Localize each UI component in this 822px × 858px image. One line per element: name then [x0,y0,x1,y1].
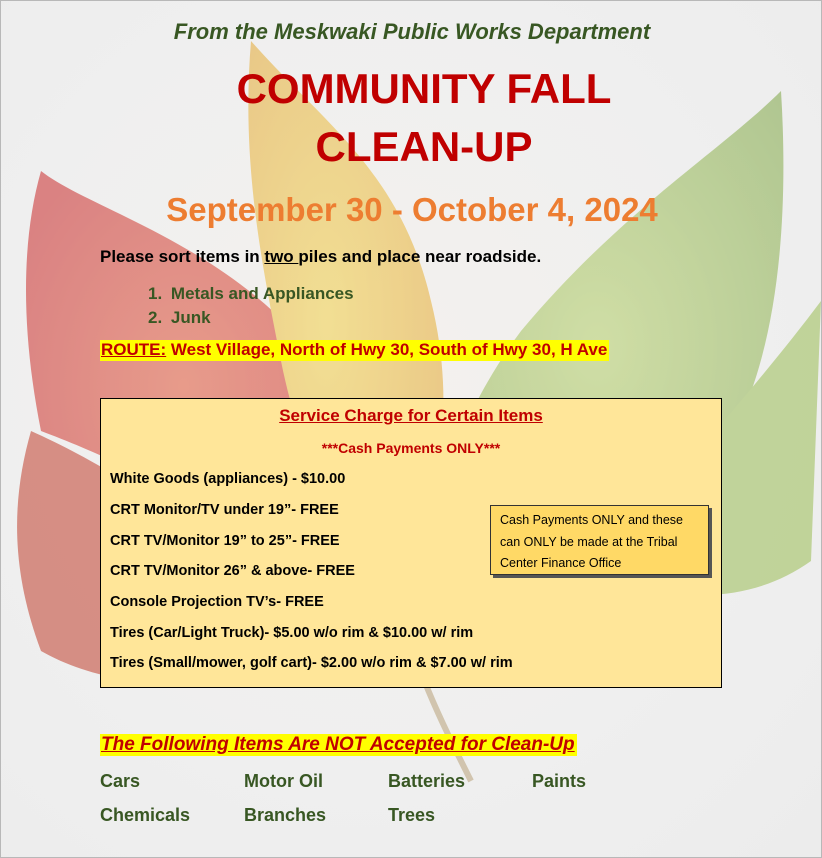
charge-item: Console Projection TV’s- FREE [110,594,324,610]
pile-number: 1. [148,284,163,303]
excluded-item: Trees [388,805,436,825]
note-line: Center Finance Office [500,556,622,570]
excluded-item: Chemicals [100,805,191,825]
excluded-item: Motor Oil [244,771,323,791]
pile-number: 2. [148,308,163,327]
list-item [148,306,354,330]
route-line [100,340,609,361]
charge-item: Tires (Car/Light Truck)- $5.00 w/o rim & $10.00 w/ rim [110,625,474,641]
service-charge-title: Service Charge for Certain Items [279,406,543,425]
not-accepted-heading: The Following Items Are NOT Accepted for Clean-Up [101,734,575,755]
instruction-after: piles and place near roadside. [298,247,542,266]
cash-only-notice: ***Cash Payments ONLY*** [321,440,501,456]
charge-item: CRT Monitor/TV under 19”- FREE [110,502,339,518]
event-dates: September 30 - October 4, 2024 [166,191,658,228]
excluded-item: Cars [100,771,141,791]
note-line: can ONLY be made at the Tribal [500,534,678,549]
instruction-before: Please sort items in [100,247,265,266]
excluded-item: Paints [532,771,587,791]
charge-item: CRT TV/Monitor 26” & above- FREE [110,563,355,579]
list-item [148,282,354,306]
note-line: Cash Payments ONLY and these [500,513,683,527]
sorting-instruction [100,247,541,267]
charge-item: Tires (Small/mower, golf cart)- $2.00 w/o rim & $7.00 w/ rim [110,655,513,671]
route-text: West Village, North of Hwy 30, South of Hwy 30, H Ave [166,340,608,359]
charge-item: White Goods (appliances) - $10.00 [110,471,346,487]
pile-label: Metals and Appliances [170,284,354,303]
instruction-emphasis: two [264,247,299,266]
event-title-line2: CLEAN-UP [315,123,533,170]
event-title-line1: COMMUNITY FALL [236,65,612,112]
pile-list [148,282,354,330]
charge-item: CRT TV/Monitor 19” to 25”- FREE [110,533,340,549]
route-label: ROUTE: [101,340,167,359]
department-subtitle: From the Meskwaki Public Works Department [173,19,651,44]
excluded-item: Batteries [388,771,466,791]
payment-location-note [490,505,709,575]
pile-label: Junk [170,308,211,327]
excluded-item: Branches [244,805,327,825]
